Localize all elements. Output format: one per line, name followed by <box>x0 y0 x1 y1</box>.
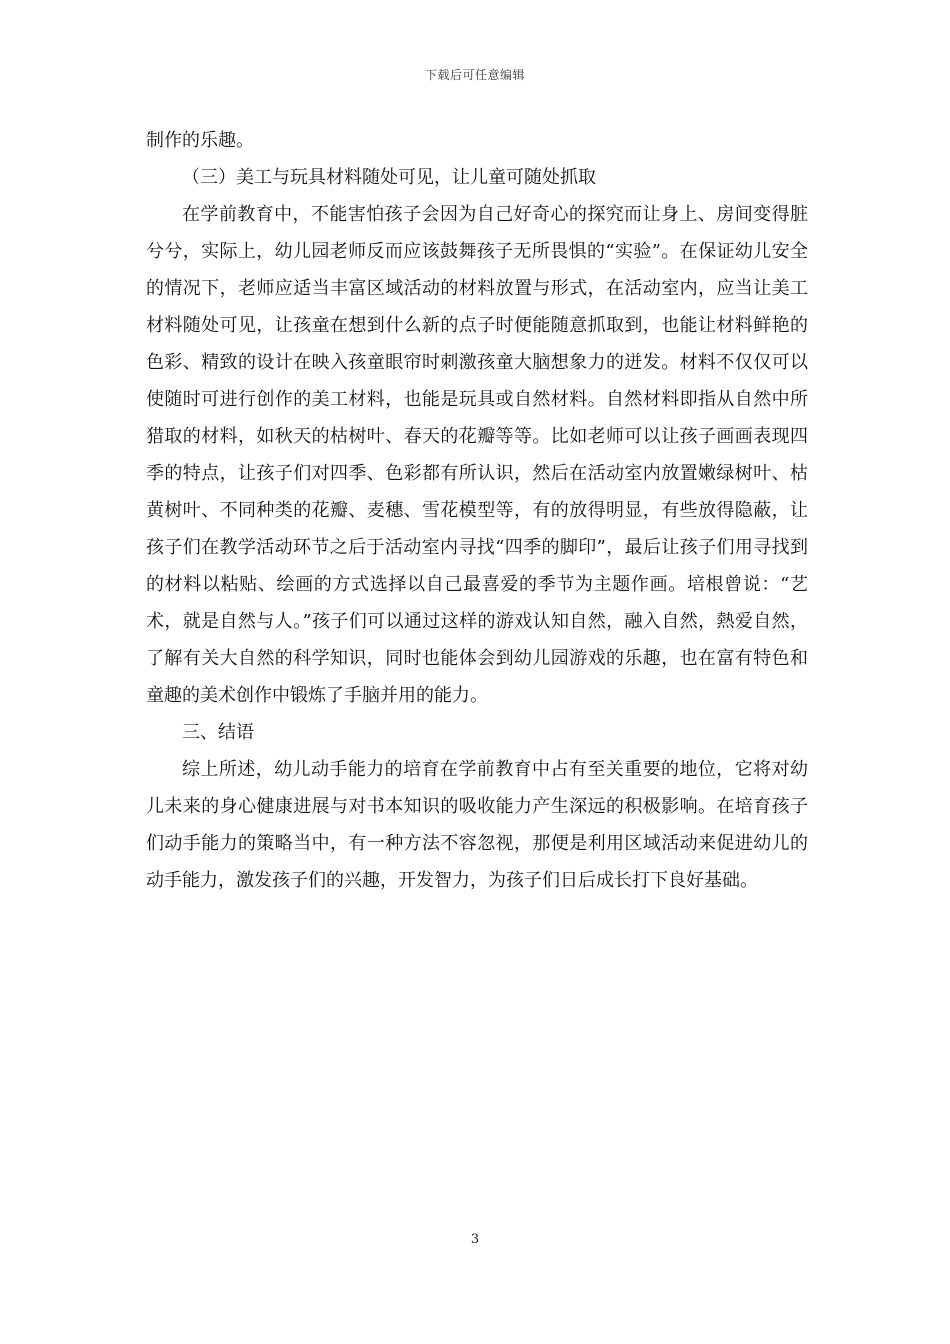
page-header: 下载后可任意编辑 <box>424 68 525 82</box>
body-paragraph: 在学前教育中，不能害怕孩子会因为自己好奇心的探究而让身上、房间变得脏兮兮，实际上，幼儿园老师反而应该鼓舞孩子无所畏惧的“实验”。在保证幼儿安全的情况下，老师应适当丰富区域活动的材料放置与形式，在活动室内，应当让美工材料随处可见，让孩童在想到什么新的点子时便能随意抓取到，也能让材料鲜艳的色彩、精致的设计在映入孩童眼帘时刺激孩童大脑想象力的迸发。材料不仅仅可以使随时可进行创作的美工材料，也能是玩具或自然材料。自然材料即指从自然中所猎取的材料，如秋天的枯树叶、春天的花瓣等等。比如老师可以让孩子画画表现四季的特点，让孩子们对四季、色彩都有所认识，然后在活动室内放置嫩绿树叶、枯黄树叶、不同种类的花瓣、麦穗、雪花模型等，有的放得明显，有些放得隐蔽，让孩子们在教学活动环节之后于活动室内寻找“四季的脚印”，最后让孩子们用寻找到的材料以粘贴、绘画的方式选择以自己最喜爱的季节为主题作画。培根曾说：“艺术，就是自然与人。”孩子们可以通过这样的游戏认知自然，融入自然，熱爱自然，了解有关大自然的科学知识，同时也能体会到幼儿园游戏的乐趣，也在富有特色和童趣的美术创作中锻炼了手脑并用的能力。 <box>146 204 808 706</box>
conclusion-paragraph: 综上所述，幼儿动手能力的培育在学前教育中占有至关重要的地位，它将对幼儿未来的身心健康进展与对书本知识的吸收能力产生深远的积极影响。在培育孩子们动手能力的策略当中，有一种方法不容忽视，那便是利用区域活动来促进幼儿的动手能力，激发孩子们的兴趣，开发智力，为孩子们日后成长打下良好基础。 <box>146 759 808 891</box>
paragraph-continuation: 制作的乐趣。 <box>146 130 254 151</box>
subsection-heading: （三）美工与玩具材料随处可见，让儿童可随处抓取 <box>182 167 596 188</box>
section-heading: 三、结语 <box>182 722 254 743</box>
page-number: 3 <box>470 1232 480 1247</box>
document-body <box>146 122 808 899</box>
